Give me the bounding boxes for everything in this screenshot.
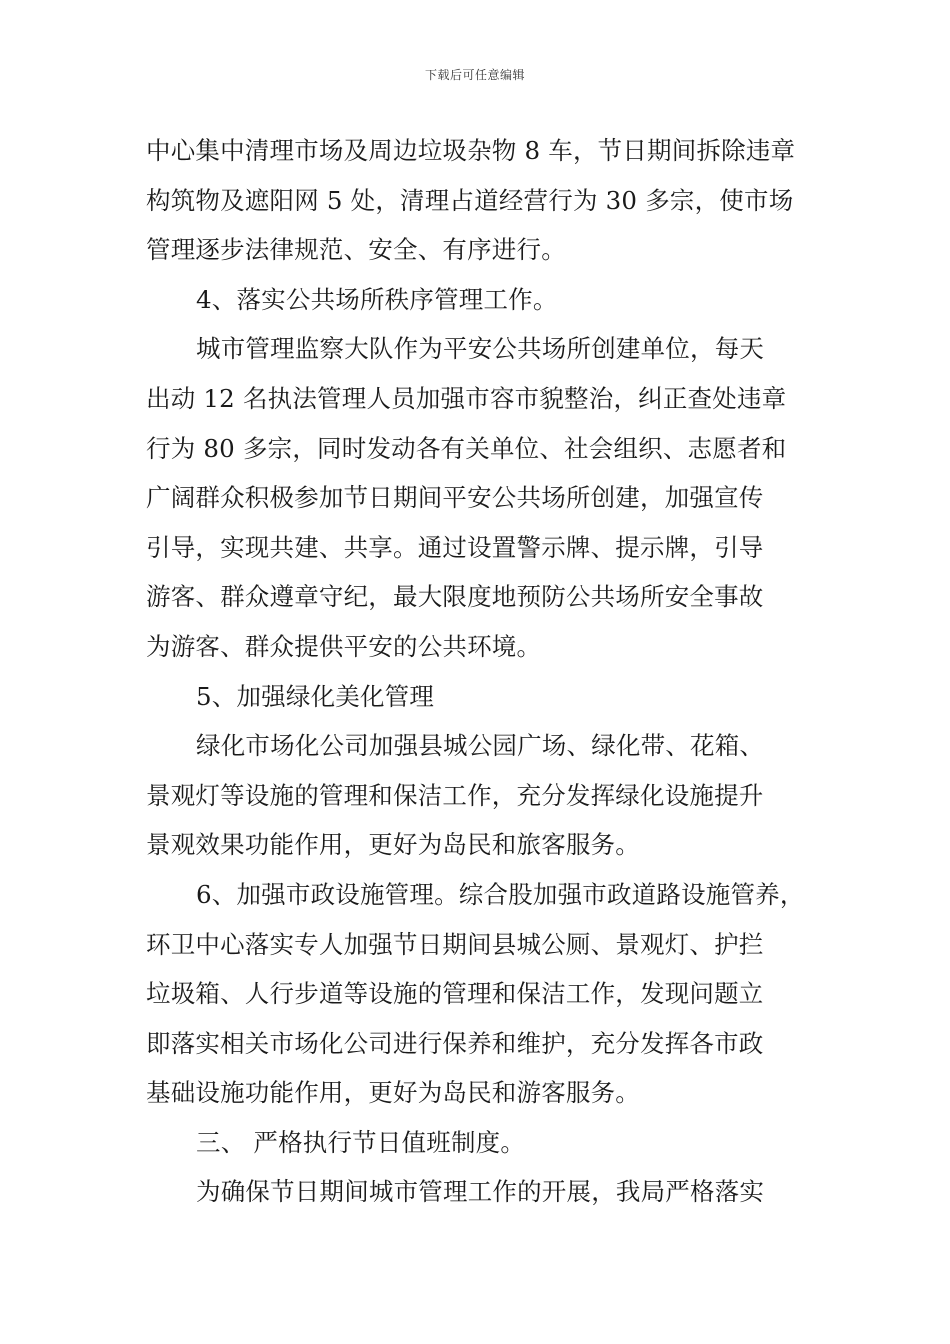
text-line: 为游客、群众提供平安的公共环境。 — [146, 631, 542, 661]
text-line: 管理逐步法律规范、安全、有序进行。 — [146, 235, 566, 265]
text-line: 中心集中清理市场及周边垃圾杂物 8 车，节日期间拆除违章 — [146, 136, 796, 165]
section-heading: 三、 严格执行节日值班制度。 — [196, 1127, 526, 1157]
text-line: 行为 80 多宗，同时发动各有关单位、社会组织、志愿者和 — [146, 433, 787, 463]
section-heading: 5、加强绿化美化管理 — [196, 681, 435, 711]
section-heading: 4、落实公共场所秩序管理工作。 — [196, 284, 558, 314]
text-line: 环卫中心落实专人加强节日期间县城公厕、景观灯、护拦 — [146, 929, 764, 959]
body-text — [146, 126, 826, 1217]
text-line: 构筑物及遮阳网 5 处，清理占道经营行为 30 多宗，使市场 — [146, 185, 794, 215]
section-heading: 6、加强市政设施管理。综合股加强市政道路设施管养， — [196, 879, 805, 909]
text-line: 垃圾箱、人行步道等设施的管理和保洁工作，发现问题立 — [146, 979, 764, 1009]
text-line: 景观灯等设施的管理和保洁工作，充分发挥绿化设施提升 — [146, 780, 764, 810]
header-note: 下载后可任意编辑 — [424, 68, 525, 82]
text-line: 出动 12 名执法管理人员加强市容市貌整治，纠正查处违章 — [146, 383, 787, 413]
paragraph-start: 绿化市场化公司加强县城公园广场、绿化带、花箱、 — [196, 731, 765, 761]
text-line: 景观效果功能作用，更好为岛民和旅客服务。 — [146, 830, 640, 860]
text-line: 引导，实现共建、共享。通过设置警示牌、提示牌，引导 — [146, 532, 764, 562]
paragraph-start: 城市管理监察大队作为平安公共场所创建单位，每天 — [196, 334, 765, 364]
text-line: 游客、群众遵章守纪，最大限度地预防公共场所安全事故 — [146, 582, 764, 612]
text-line: 基础设施功能作用，更好为岛民和游客服务。 — [146, 1078, 640, 1108]
text-line: 广阔群众积极参加节日期间平安公共场所创建，加强宣传 — [146, 483, 764, 513]
text-line: 即落实相关市场化公司进行保养和维护，充分发挥各市政 — [146, 1028, 764, 1058]
paragraph-start: 为确保节日期间城市管理工作的开展，我局严格落实 — [196, 1177, 765, 1207]
